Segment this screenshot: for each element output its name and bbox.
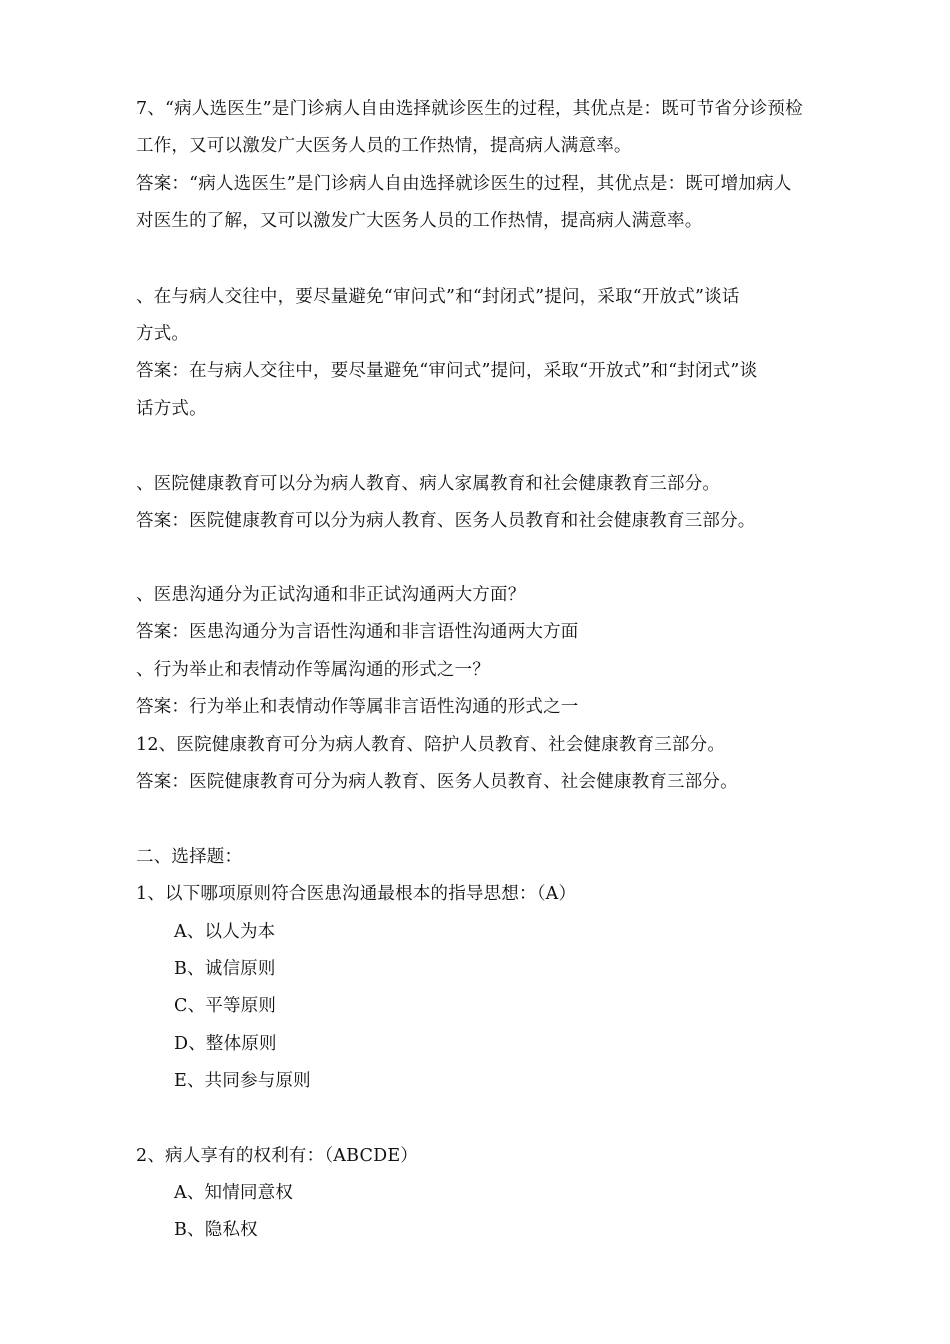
choice-question-1: 1、以下哪项原则符合医患沟通最根本的指导思想：（A）: [136, 884, 577, 904]
choice-1-option-b: B、诚信原则: [174, 959, 276, 979]
question-7-line-1: 7、“病人选医生”是门诊病人自由选择就诊医生的过程，其优点是：既可节省分诊预检: [136, 99, 803, 119]
answer-11: 答案：行为举止和表情动作等属非言语性沟通的形式之一: [136, 697, 579, 717]
answer-10: 答案：医患沟通分为言语性沟通和非言语性沟通两大方面: [136, 622, 579, 642]
choice-question-2: 2、病人享有的权利有：（ABCDE）: [136, 1146, 419, 1166]
question-11: 、行为举止和表情动作等属沟通的形式之一？: [136, 660, 490, 680]
section-heading: 二、选择题：: [136, 847, 243, 867]
question-9: 、医院健康教育可以分为病人教育、病人家属教育和社会健康教育三部分。: [136, 474, 721, 494]
choice-1-option-c: C、平等原则: [174, 996, 277, 1016]
choice-1-option-e: E、共同参与原则: [174, 1071, 311, 1091]
question-10: 、医患沟通分为正试沟通和非正试沟通两大方面？: [136, 585, 526, 605]
answer-7-line-2: 对医生的了解，又可以激发广大医务人员的工作热情，提高病人满意率。: [136, 211, 703, 231]
answer-7-line-1: 答案：“病人选医生”是门诊病人自由选择就诊医生的过程，其优点是：既可增加病人: [136, 174, 792, 194]
choice-2-option-a: A、知情同意权: [174, 1183, 294, 1203]
choice-1-option-a: A、以人为本: [174, 922, 276, 942]
answer-8-line-2: 话方式。: [136, 399, 207, 419]
question-8-line-2: 方式。: [136, 324, 190, 344]
answer-8-line-1: 答案：在与病人交往中，要尽量避免“审问式”提问，采取“开放式”和“封闭式”谈: [136, 361, 758, 381]
choice-1-option-d: D、整体原则: [174, 1034, 277, 1054]
answer-9: 答案：医院健康教育可以分为病人教育、医务人员教育和社会健康教育三部分。: [136, 511, 756, 531]
question-12: 12、医院健康教育可分为病人教育、陪护人员教育、社会健康教育三部分。: [136, 735, 726, 755]
choice-2-option-b: B、隐私权: [174, 1220, 258, 1240]
answer-12: 答案：医院健康教育可分为病人教育、医务人员教育、社会健康教育三部分。: [136, 772, 738, 792]
question-7-line-2: 工作，又可以激发广大医务人员的工作热情，提高病人满意率。: [136, 136, 632, 156]
question-8-line-1: 、在与病人交往中，要尽量避免“审问式”和“封闭式”提问，采取“开放式”谈话: [136, 287, 740, 307]
